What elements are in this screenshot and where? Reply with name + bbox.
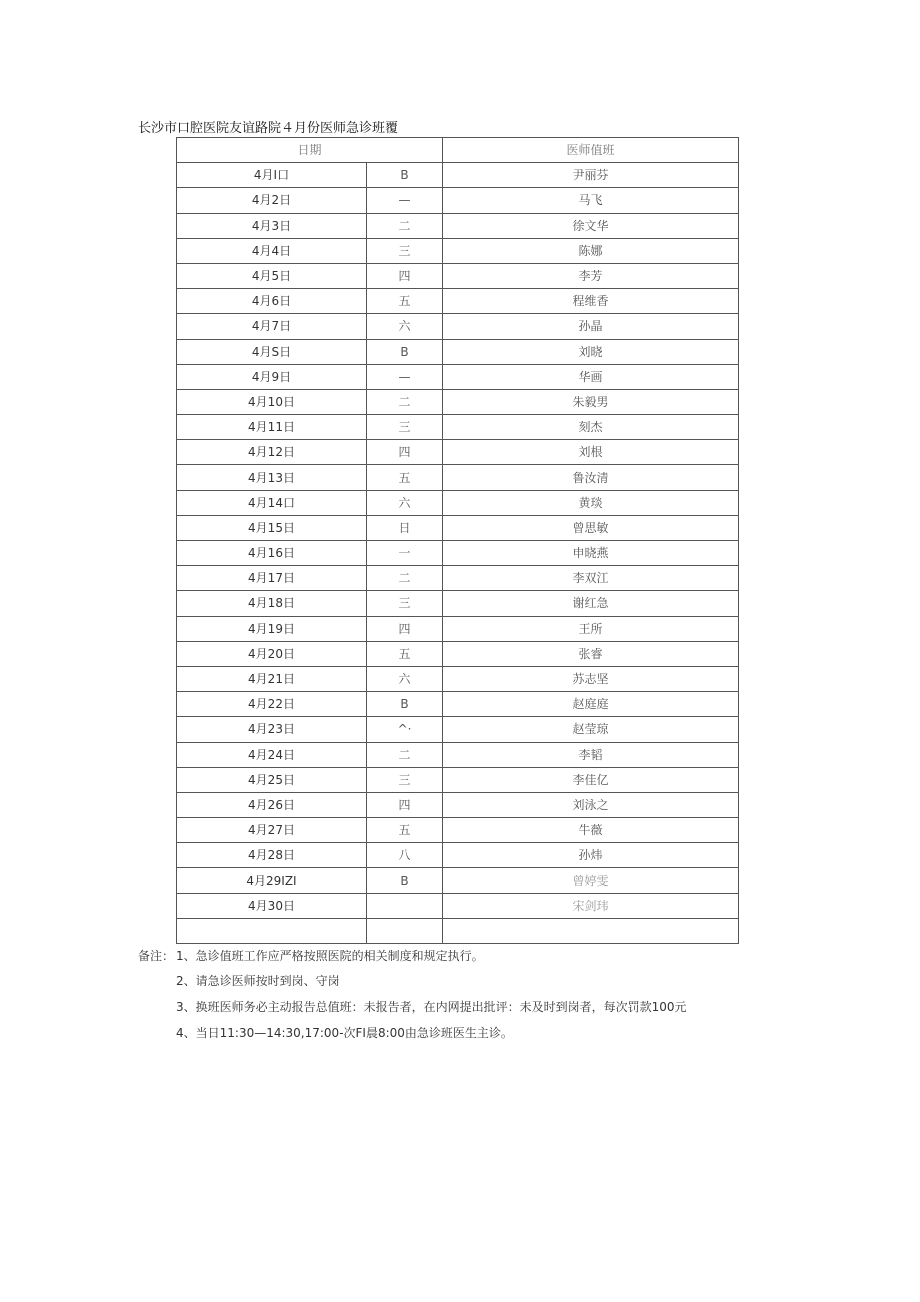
weekday-cell: 四 bbox=[367, 792, 443, 817]
weekday-cell: 三 bbox=[367, 415, 443, 440]
table-row bbox=[177, 238, 739, 263]
date-cell: 4月14口 bbox=[177, 490, 367, 515]
doctor-cell bbox=[443, 918, 739, 943]
weekday-cell: 六 bbox=[367, 314, 443, 339]
date-column-header: 日期 bbox=[177, 138, 443, 163]
roster-body bbox=[177, 163, 739, 944]
doctor-cell: 曾婷雯 bbox=[443, 868, 739, 893]
doctor-cell: 刘根 bbox=[443, 440, 739, 465]
date-cell: 4月28日 bbox=[177, 843, 367, 868]
doctor-cell: 宋剑玮 bbox=[443, 893, 739, 918]
weekday-cell: 八 bbox=[367, 843, 443, 868]
doctor-cell: 苏志坚 bbox=[443, 666, 739, 691]
date-cell: 4月5日 bbox=[177, 263, 367, 288]
doctor-column-header: 医师值班 bbox=[443, 138, 739, 163]
doctor-cell: 牛薇 bbox=[443, 818, 739, 843]
date-cell: 4月20日 bbox=[177, 641, 367, 666]
date-cell: 4月16日 bbox=[177, 541, 367, 566]
table-row bbox=[177, 692, 739, 717]
table-row bbox=[177, 818, 739, 843]
date-cell: 4月24日 bbox=[177, 742, 367, 767]
weekday-cell: 一 bbox=[367, 541, 443, 566]
weekday-cell: 五 bbox=[367, 818, 443, 843]
weekday-cell: — bbox=[367, 364, 443, 389]
notes-label: 备注： bbox=[138, 949, 175, 963]
date-cell: 4月11日 bbox=[177, 415, 367, 440]
table-row bbox=[177, 843, 739, 868]
date-cell: 4月12日 bbox=[177, 440, 367, 465]
doctor-cell: 孙晶 bbox=[443, 314, 739, 339]
weekday-cell: 日 bbox=[367, 515, 443, 540]
doctor-cell: 徐文华 bbox=[443, 213, 739, 238]
date-cell: 4月3日 bbox=[177, 213, 367, 238]
date-cell: 4月29IZI bbox=[177, 868, 367, 893]
date-cell: 4月13日 bbox=[177, 465, 367, 490]
doctor-cell: 王所 bbox=[443, 616, 739, 641]
table-row bbox=[177, 415, 739, 440]
weekday-cell: 二 bbox=[367, 566, 443, 591]
date-cell: 4月18日 bbox=[177, 591, 367, 616]
doctor-cell: 申晓燕 bbox=[443, 541, 739, 566]
doctor-cell: 黄琰 bbox=[443, 490, 739, 515]
date-cell: 4月4日 bbox=[177, 238, 367, 263]
table-row bbox=[177, 289, 739, 314]
table-row bbox=[177, 591, 739, 616]
table-row bbox=[177, 213, 739, 238]
note-item-3: 3、换班医师务必主动报告总值班：未报告者，在内网提出批评：未及时到岗者，每次罚款100元 bbox=[176, 1000, 687, 1014]
doctor-cell: 刘晓 bbox=[443, 339, 739, 364]
weekday-cell: 三 bbox=[367, 238, 443, 263]
table-row bbox=[177, 666, 739, 691]
weekday-cell: ^· bbox=[367, 717, 443, 742]
doctor-cell: 刘泳之 bbox=[443, 792, 739, 817]
table-row bbox=[177, 868, 739, 893]
weekday-cell: B bbox=[367, 163, 443, 188]
doctor-cell: 鲁汝清 bbox=[443, 465, 739, 490]
date-cell: 4月7日 bbox=[177, 314, 367, 339]
table-row bbox=[177, 767, 739, 792]
date-cell: 4月9日 bbox=[177, 364, 367, 389]
weekday-cell: 五 bbox=[367, 465, 443, 490]
document-title: 长沙市口腔医院友谊路院４月份医师急诊班覆 bbox=[138, 121, 399, 136]
doctor-cell: 李韬 bbox=[443, 742, 739, 767]
doctor-cell: 华画 bbox=[443, 364, 739, 389]
weekday-cell: 二 bbox=[367, 213, 443, 238]
weekday-cell: — bbox=[367, 188, 443, 213]
date-cell: 4月17日 bbox=[177, 566, 367, 591]
table-row bbox=[177, 616, 739, 641]
weekday-cell: B bbox=[367, 692, 443, 717]
doctor-cell: 赵莹琼 bbox=[443, 717, 739, 742]
weekday-cell: 六 bbox=[367, 490, 443, 515]
doctor-cell: 李双江 bbox=[443, 566, 739, 591]
table-row bbox=[177, 389, 739, 414]
weekday-cell: B bbox=[367, 868, 443, 893]
date-cell: 4月25日 bbox=[177, 767, 367, 792]
weekday-cell: 四 bbox=[367, 440, 443, 465]
date-cell: 4月S日 bbox=[177, 339, 367, 364]
date-cell: 4月27日 bbox=[177, 818, 367, 843]
table-row bbox=[177, 717, 739, 742]
note-item-4: 4、当日11:30—14:30,17:00-次FI晨8:00由急诊班医生主诊。 bbox=[176, 1026, 513, 1040]
doctor-cell: 陈娜 bbox=[443, 238, 739, 263]
duty-roster-table bbox=[176, 137, 739, 944]
doctor-cell: 李芳 bbox=[443, 263, 739, 288]
date-cell: 4月21日 bbox=[177, 666, 367, 691]
date-cell: 4月I口 bbox=[177, 163, 367, 188]
doctor-cell: 尹丽芬 bbox=[443, 163, 739, 188]
table-row bbox=[177, 263, 739, 288]
weekday-cell: 五 bbox=[367, 641, 443, 666]
date-cell: 4月23日 bbox=[177, 717, 367, 742]
note-item-2: 2、请急诊医师按时到岗、守岗 bbox=[176, 974, 340, 988]
doctor-cell: 刻杰 bbox=[443, 415, 739, 440]
table-row bbox=[177, 515, 739, 540]
table-row bbox=[177, 742, 739, 767]
weekday-cell: 六 bbox=[367, 666, 443, 691]
weekday-cell: 三 bbox=[367, 591, 443, 616]
weekday-cell: 二 bbox=[367, 742, 443, 767]
table-row bbox=[177, 339, 739, 364]
weekday-cell: 五 bbox=[367, 289, 443, 314]
weekday-cell: 四 bbox=[367, 263, 443, 288]
table-row bbox=[177, 440, 739, 465]
date-cell bbox=[177, 918, 367, 943]
table-row bbox=[177, 792, 739, 817]
table-row bbox=[177, 566, 739, 591]
doctor-cell: 张睿 bbox=[443, 641, 739, 666]
date-cell: 4月2日 bbox=[177, 188, 367, 213]
date-cell: 4月22日 bbox=[177, 692, 367, 717]
table-row bbox=[177, 490, 739, 515]
table-row bbox=[177, 188, 739, 213]
weekday-cell: 四 bbox=[367, 616, 443, 641]
table-row bbox=[177, 918, 739, 943]
weekday-cell bbox=[367, 918, 443, 943]
table-row bbox=[177, 314, 739, 339]
table-header-row bbox=[177, 138, 739, 163]
doctor-cell: 程维香 bbox=[443, 289, 739, 314]
weekday-cell: B bbox=[367, 339, 443, 364]
weekday-cell bbox=[367, 893, 443, 918]
doctor-cell: 朱毅男 bbox=[443, 389, 739, 414]
doctor-cell: 马飞 bbox=[443, 188, 739, 213]
date-cell: 4月10日 bbox=[177, 389, 367, 414]
weekday-cell: 三 bbox=[367, 767, 443, 792]
note-item-1: 1、急诊值班工作应严格按照医院的相关制度和规定执行。 bbox=[176, 949, 484, 963]
doctor-cell: 曾思敏 bbox=[443, 515, 739, 540]
table-row bbox=[177, 541, 739, 566]
doctor-cell: 李佳亿 bbox=[443, 767, 739, 792]
doctor-cell: 赵庭庭 bbox=[443, 692, 739, 717]
table-row bbox=[177, 465, 739, 490]
doctor-cell: 孙炜 bbox=[443, 843, 739, 868]
date-cell: 4月26日 bbox=[177, 792, 367, 817]
date-cell: 4月19日 bbox=[177, 616, 367, 641]
table-row bbox=[177, 163, 739, 188]
table-row bbox=[177, 893, 739, 918]
date-cell: 4月30日 bbox=[177, 893, 367, 918]
table-row bbox=[177, 364, 739, 389]
date-cell: 4月6日 bbox=[177, 289, 367, 314]
weekday-cell: 二 bbox=[367, 389, 443, 414]
doctor-cell: 谢红急 bbox=[443, 591, 739, 616]
date-cell: 4月15日 bbox=[177, 515, 367, 540]
table-row bbox=[177, 641, 739, 666]
